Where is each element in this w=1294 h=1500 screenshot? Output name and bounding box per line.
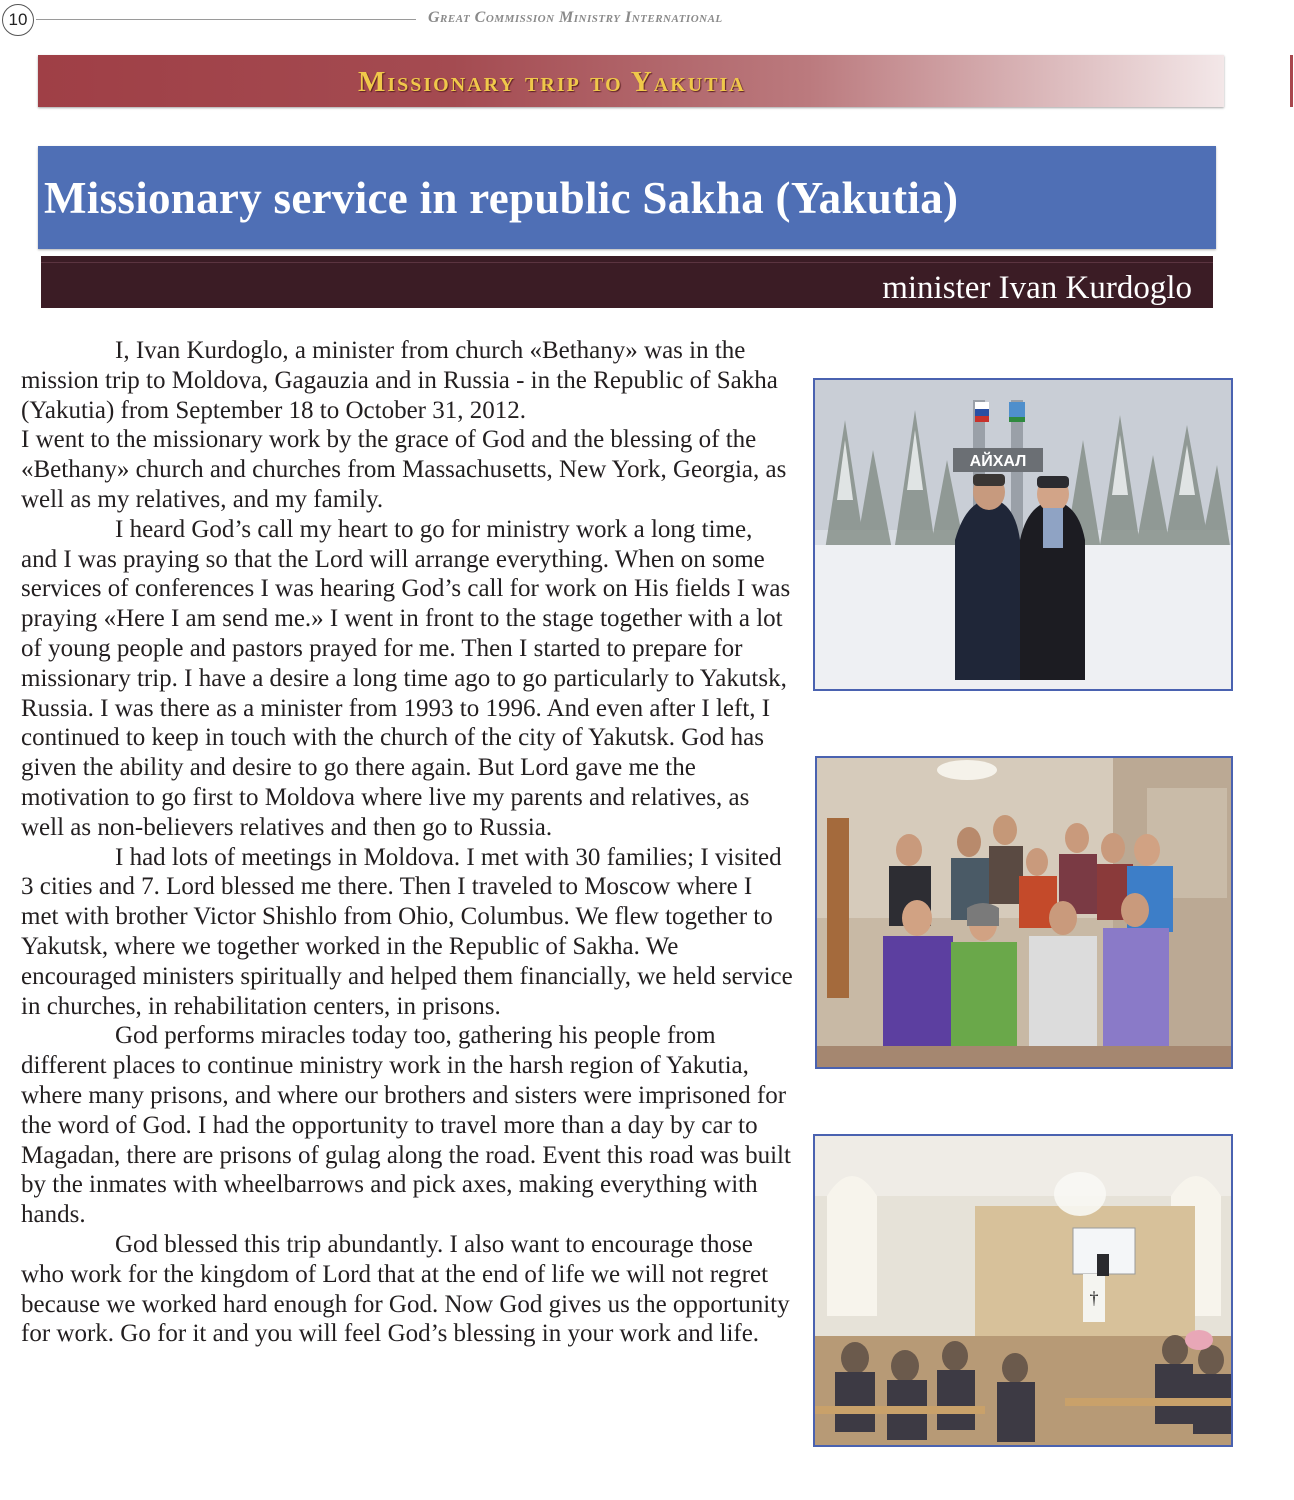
photo-snow-sign — [813, 378, 1233, 691]
section-banner — [38, 55, 1224, 107]
article-paragraph: I heard God’s call my heart to go for ministry work a long time, and I was praying so that the Lord will arrange everything. When on some services of conferences I was hearing God’s call for work on His fields I was praying «Here I am send me.» I went in front to the stage together with a lot of young people and pastors prayed for me. Then I started to prepare for missionary trip. I have a desire a long time ago to go particularly to Yakutsk, Russia. I was there as a minister from 1993 to 1996. And even after I left, I continued to keep in touch with the church of the city of Yakutsk. God has given the ability and desire to go there again. But Lord gave me the motivation to go first to Moldova where live my parents and relatives, as well as non-believers relatives and then go to Russia. — [21, 515, 791, 841]
article-paragraph: God blessed this trip abundantly. I also want to encourage those who work for the kingdom of Lord that at the end of life we will not regret because we worked hard enough for God. Now God gives us the opportunity for work. Go for it and you will feel God’s blessing in your work and life. — [21, 1230, 790, 1348]
article-paragraph: I, Ivan Kurdoglo, a minister from church «Bethany» was in the mission trip to Moldova, Gagauzia and in Russia - in the Republic of Sakha (Yakutia) from September 18 to October 31, 2012. — [21, 337, 778, 424]
church-interior-illustration — [815, 1136, 1231, 1445]
article-paragraph: I had lots of meetings in Moldova. I met with 30 families; I visited 3 cities and 7. Lord blessed me there. Then I traveled to Moscow where I met with brother Victor Shishlo from Ohio, Columbus. We flew together to Yakutsk, where we together worked in the Republic of Sakha. We encouraged ministers spiritually and helped them financially, we held service in churches, in rehabilitation centers, in prisons. — [21, 843, 793, 1020]
snow-scene-illustration — [815, 380, 1231, 689]
section-title: Missionary trip to Yakutia — [358, 66, 746, 98]
photo-church-service — [813, 1134, 1233, 1447]
article-paragraph: God performs miracles today too, gathering his people from different places to continue ministry work in the harsh region of Yakutia, where many prisons, and where our brothers and sisters were imprisoned for the word of God. I had the opportunity to travel more than a day by car to Magadan, there are prisons of gulag along the road. Event this road was built by the inmates with wheelbarrows and pick axes, making everything with hands. — [21, 1022, 791, 1229]
svg-text:†: † — [1089, 1288, 1099, 1308]
author-name: minister Ivan Kurdoglo — [882, 270, 1192, 306]
author-bar-stripe — [41, 262, 1213, 263]
author-bar — [41, 256, 1213, 308]
header-rule — [36, 19, 416, 20]
page-number: 10 — [2, 4, 34, 36]
photo-group-portrait — [815, 756, 1233, 1069]
article-title-box — [38, 146, 1216, 249]
publication-title: Great Commission Ministry International — [428, 9, 723, 26]
article-paragraph: I went to the missionary work by the grace of God and the blessing of the «Bethany» church and churches from Massachusetts, New York, Georgia, as well as my relatives, and my family. — [21, 426, 787, 513]
group-photo-illustration — [817, 758, 1231, 1067]
article-title: Missionary service in republic Sakha (Yakutia) — [44, 173, 959, 223]
edge-marker — [1290, 55, 1293, 107]
article-body — [21, 336, 793, 1349]
city-sign-text: АЙХАЛ — [969, 453, 1027, 470]
